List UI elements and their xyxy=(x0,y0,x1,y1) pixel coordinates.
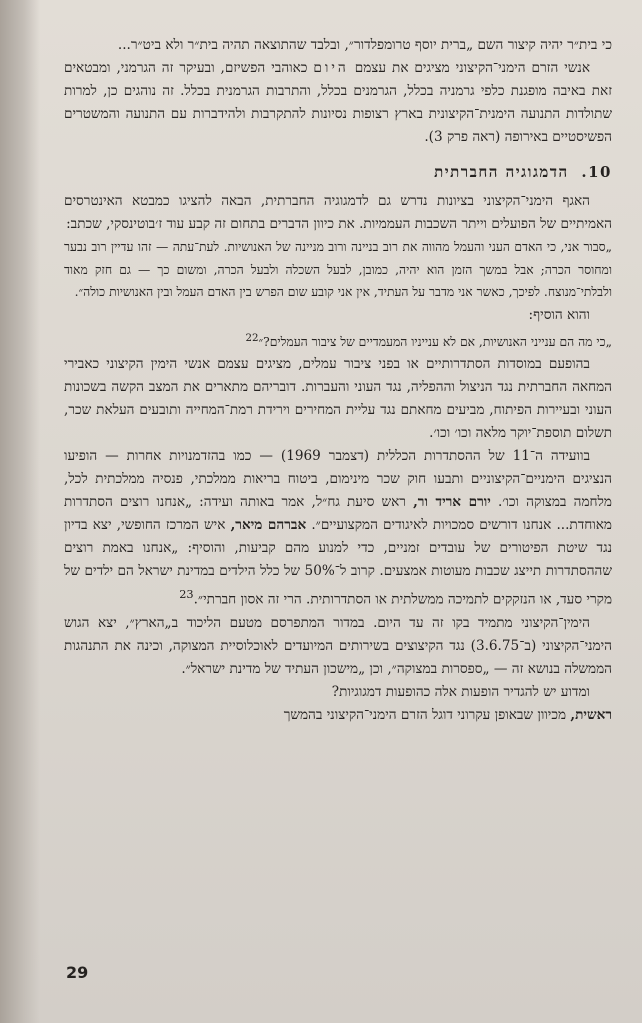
speaker-name-1: יורם אריד ור, xyxy=(413,494,491,511)
section-number: 10. xyxy=(581,163,612,181)
footnote-marker-22: 22 xyxy=(245,331,259,344)
paragraph-why-demagogic: ומדוע יש להגדיר הופעות אלה כהופעות דמגוגיות? xyxy=(331,683,590,700)
speaker-name-2: אברהם מיאר, xyxy=(230,517,307,534)
quote-text: „כי מה הם ענייני האנושיות, אם לא ענייניו המעמדיים של ציבור העמלים?״ xyxy=(258,334,612,349)
paragraph-social-demagogy: האגף הימני־הקיצוני בציונות נדרש גם לדמגוגיה החברתית, הבאה להציגו כמבטא האינטרסים האמיתיים של הפועלים וייתר השכבות העממיות. את כיוון הדברים בתחום זה קבע עוד ז׳בוטינסקי, שכתב: xyxy=(64,193,612,232)
paragraph-histadrut-conference xyxy=(64,445,612,612)
footnote-marker-23: 23 xyxy=(179,587,194,602)
section-title: הדמגוגיה החברתית xyxy=(434,163,569,181)
paragraph-right-wing-germany xyxy=(64,57,612,149)
conference-text-a: בוועידה ה־11 של ההסתדרות הכללית (דצמבר 1969) — כמו בהזדמנויות אחרות — הופיעו הנציגים הימניים־הקיצוניים ותבעו חוק שכר מינימום, ביטוח בריאות ממלכתי, פנסיה ממלכתית לכל, מלחמה במצוקה וכו׳. xyxy=(64,448,612,511)
class-interests-quote xyxy=(64,327,612,354)
firstly-word: ראשית, xyxy=(570,706,612,723)
paragraph-he-added: והוא הוסיף: xyxy=(528,306,590,323)
conference-text-c: איש המרכז החופשי, יצא בדיון נגד שיטת הפיטורים של עובדים זמניים, כדי למנוע מהם קביעות, והוסיף: „אנחנו באמת רוצים שההסתדרות תייצג שכבות מעוטות אמצעים. קרוב ל־50% של כלל הילדים במדינת ישראל הם ילדים של מקרי סעד, או הנזקקים לתמיכה ממשלתית או הסתדרותית. הרי זה אסון חברתי״. xyxy=(64,517,613,608)
paragraph-histadrut-protest: בהופעם במוסדות הסתדרותיים או בפני ציבור עמלים, מציגים עצמם אנשי הימין הקיצוני כאבירי המחאה החברתית נגד הניצול וההפליה, נגד העוני והעברות. דובריהם מתארים את המצב הקשה בשכונות העוני ובעיירות הפיתוח, מביעים מחאתם נגד עליית המחירים וירידת רמת־המחייה ותובעים העלאת שכר, תשלום תוספת־יוקר מלאה וכו׳ וכו׳. xyxy=(64,356,612,442)
jabotinsky-quote: „סבור אני, כי האדם העני והעמל מהווה את רוב בניינה ורוב מניינה של האנושיות. לעת־עתה — זהו עדיין רוב נבער ומחוסר הכרה; אבל במשך הזמן הוא יהיה, כמובן, לבעל השכלה ולבעל הכרה, ומשום כך — גם חזק מאוד ולבלתי־מנוצח. לפיכך, כאשר אני מדבר על העתיד, אין אני קובע שום הפרש בין האדם העמל ובין האנושיות כולה״. xyxy=(64,240,612,299)
conference-text-b: ראש סיעת גח״ל, אמר באותה ועידה: „אנחנו רוצים הסתדרות מאוחדת... אנחנו דורשים סמכויות לאיגודים המקצועיים״. xyxy=(64,494,612,534)
section-heading xyxy=(64,163,612,182)
paragraph-lead: אנשי הזרם הימני־הקיצוני מציגים את עצמם xyxy=(354,60,590,76)
paragraph-rest: כאוהבי הפשיזם, ובעיקר זה הגרמני, ומבטאים זאת באיבה מופגנת כלפי גרמניה בכלל, הגרמנים בכלל, והתרבות הגרמנית בכלל. זה נוהגים כן, למרות שתולדות התנועה הימנית־הקיצונית בארץ רצופות נסיונות להתקרבות ולהידברות עם התנועה והמשטרים הפשיסטיים באירופה (ראה פרק 3). xyxy=(64,60,612,145)
emphasized-word: היום xyxy=(313,60,349,76)
paragraph-likud-column: הימין־הקיצוני מתמיד בקו זה עד היום. במדור המתפרסם מטעם הליכוד ב„הארץ״, יצא הגוש הימני־הקיצוני (ב־3.6.75) נגד הקיצוצים בשירותים המיועדים לאוכלוסיית המצוקה, וכינה את התנהגות הממשלה בנושא זה — „ספסרות במצוקה״, וכן „מישכון העתיד של מדינת ישראל״. xyxy=(64,614,612,677)
binding-shadow xyxy=(0,0,40,1023)
page-number: 29 xyxy=(66,963,89,982)
firstly-rest: מכיוון שבאופן עקרוני דוגל הזרם הימני־הקיצוני בהמשך xyxy=(283,706,567,723)
paragraph-firstly xyxy=(64,704,612,727)
paragraph-betar-name: כי בית״ר יהיה קיצור השם „ברית יוסף טרומפלדור״, ובלבד שהתוצאה תהיה בית״ר ולא ביט״ר... xyxy=(117,37,612,53)
